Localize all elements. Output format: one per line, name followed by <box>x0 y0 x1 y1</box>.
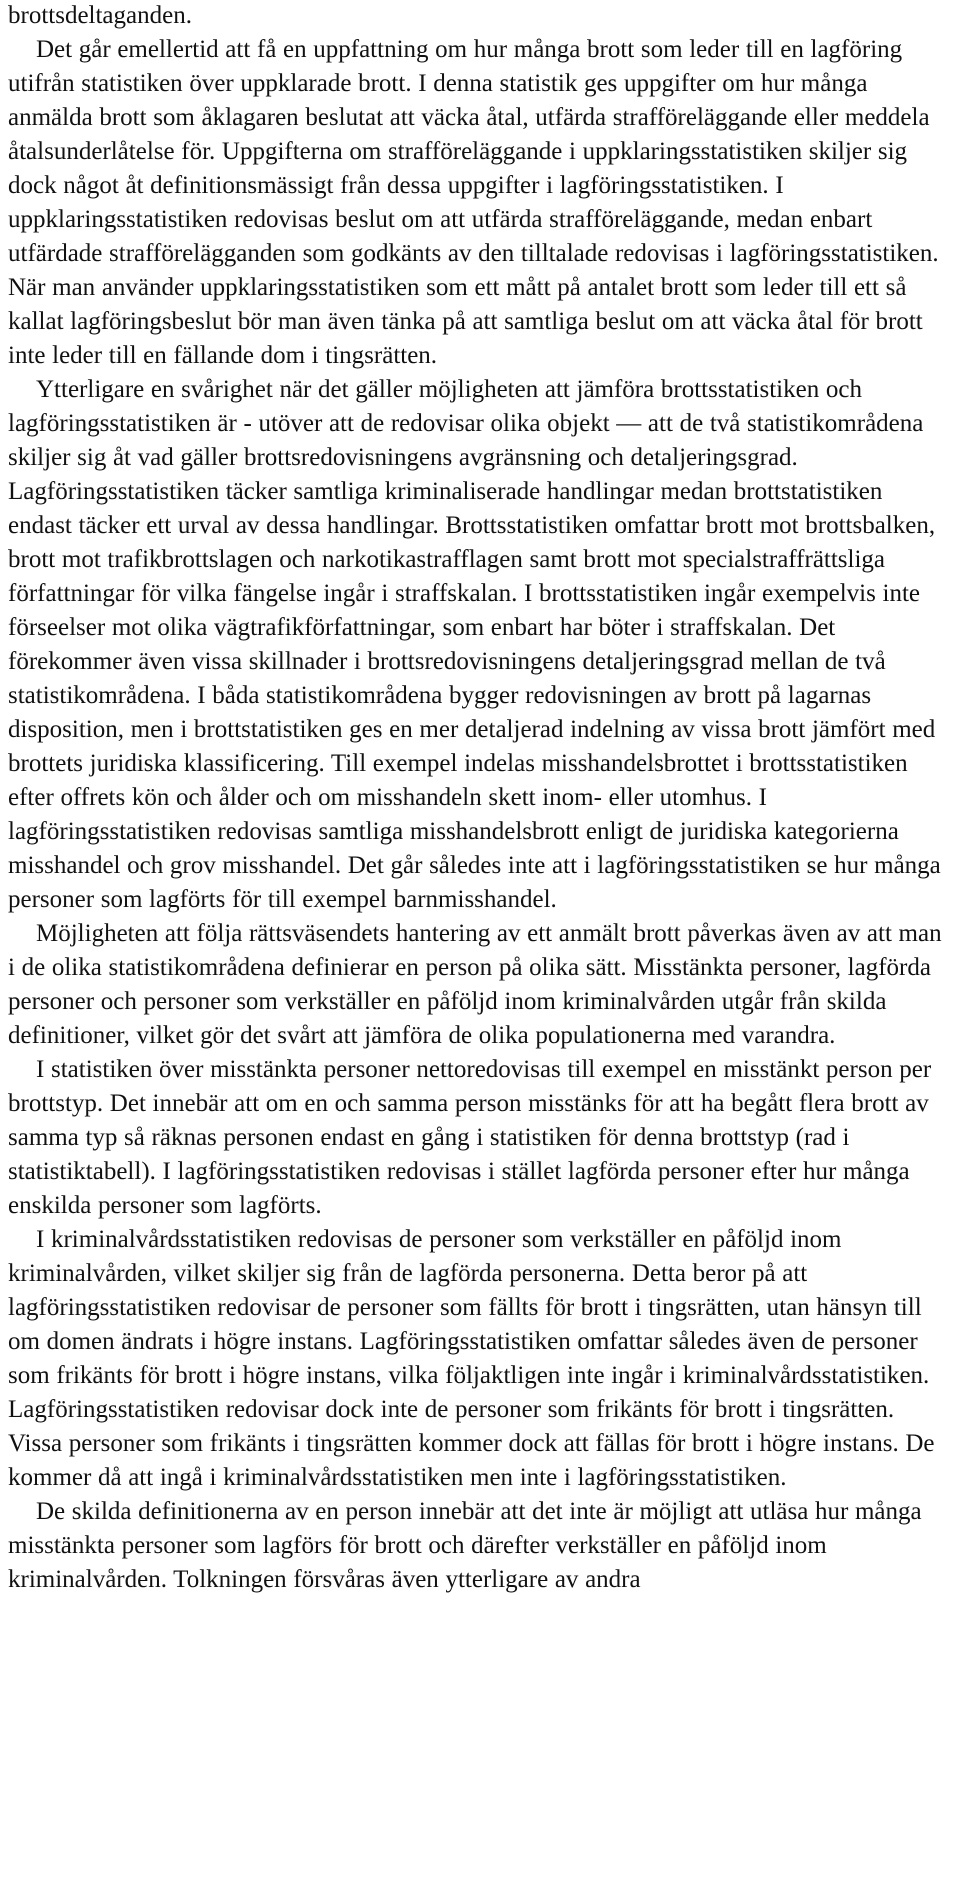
paragraph-avgransning-detaljeringsgrad: Ytterligare en svårighet när det gäller möjligheten att jämföra brottsstatistiken och lagföringsstatistiken är - utöver att de redovisar olika objekt — att de två statistikområdena skiljer sig åt vad gäller brottsredovisningens avgränsning och detaljeringsgrad. Lagföringsstatistiken täcker samtliga kriminaliserade handlingar medan brottstatistiken endast täcker ett urval av dessa handlingar. Brottsstatistiken omfattar brott mot brottsbalken, brott mot trafikbrottslagen och narkotikastrafflagen samt brott mot specialstraffrättsliga författningar för vilka fängelse ingår i straffskalan. I brottsstatistiken ingår exempelvis inte förseelser mot olika vägtrafikförfattningar, som enbart har böter i straffskalan. Det förekommer även vissa skillnader i brottsredovisningens detaljeringsgrad mellan de två statistikområdena. I båda statistikområdena bygger redovisningen av brott på lagarnas disposition, men i brottstatistiken ges en mer detaljerad indelning av vissa brott jämfört med brottets juridiska klassificering. Till exempel indelas misshandelsbrottet i brottsstatistiken efter offrets kön och ålder och om misshandeln skett inom- eller utomhus. I lagföringsstatistiken redovisas samtliga misshandelsbrott enligt de juridiska kategorierna misshandel och grov misshandel. Det går således inte att i lagföringsstatistiken se hur många personer som lagförts för till exempel barnmisshandel. <box>8 376 941 913</box>
paragraph-persondefinitioner: Möjligheten att följa rättsväsendets hantering av ett anmält brott påverkas även av att man i de olika statistikområdena definierar en person på olika sätt. Misstänkta personer, lagförda personer och personer som verkställer en påföljd inom kriminalvården utgår från skilda definitioner, vilket gör det svårt att jämföra de olika populationerna med varandra. <box>8 920 942 1049</box>
paragraph-kriminalvardsstatistik: I kriminalvårdsstatistiken redovisas de personer som verkställer en påföljd inom kriminalvården, vilket skiljer sig från de lagförda personerna. Detta beror på att lagföringsstatistiken redovisar de personer som fällts för brott i tingsrätten, utan hänsyn till om domen ändrats i högre instans. Lagföringsstatistiken omfattar således även de personer som frikänts för brott i högre instans, vilka följaktligen inte ingår i kriminalvårdsstatistiken. Lagföringsstatistiken redovisar dock inte de personer som frikänts för brott i tingsrätten. Vissa personer som frikänts i tingsrätten kommer dock att fällas för brott i högre instans. De kommer då att ingå i kriminalvårdsstatistiken men inte i lagföringsstatistiken. <box>8 1226 935 1491</box>
paragraph-misstankta-personer: I statistiken över misstänkta personer nettoredovisas till exempel en misstänkt person per brottstyp. Det innebär att om en och samma person misstänks för att ha begått flera brott av samma typ så räknas personen endast en gång i statistiken för denna brottstyp (rad i statistiktabell). I lagföringsstatistiken redovisas i stället lagförda personer efter hur många enskilda personer som lagförts. <box>8 1056 932 1219</box>
paragraph-continuation: brottsdeltaganden. <box>8 2 192 29</box>
paragraph-skilda-definitioner: De skilda definitionerna av en person innebär att det inte är möjligt att utläsa hur många misstänkta personer som lagförs för brott och därefter verkställer en påföljd inom kriminalvården. Tolkningen försvåras även ytterligare av andra <box>8 1498 922 1593</box>
paragraph-lagforing-uppklarade: Det går emellertid att få en uppfattning om hur många brott som leder till en lagföring utifrån statistiken över uppklarade brott. I denna statistik ges uppgifter om hur många anmälda brott som åklagaren beslutat att väcka åtal, utfärda strafföreläggande eller meddela åtalsunderlåtelse för. Uppgifterna om strafföreläggande i uppklaringsstatistiken skiljer sig dock något åt definitionsmässigt från dessa uppgifter i lagföringsstatistiken. I uppklaringsstatistiken redovisas beslut om att utfärda strafföreläggande, medan enbart utfärdade strafförelägganden som godkänts av den tilltalade redovisas i lagföringsstatistiken. När man använder uppklaringsstatistiken som ett mått på antalet brott som leder till ett så kallat lagföringsbeslut bör man även tänka på att samtliga beslut om att väcka åtal för brott inte leder till en fällande dom i tingsrätten. <box>8 36 939 369</box>
